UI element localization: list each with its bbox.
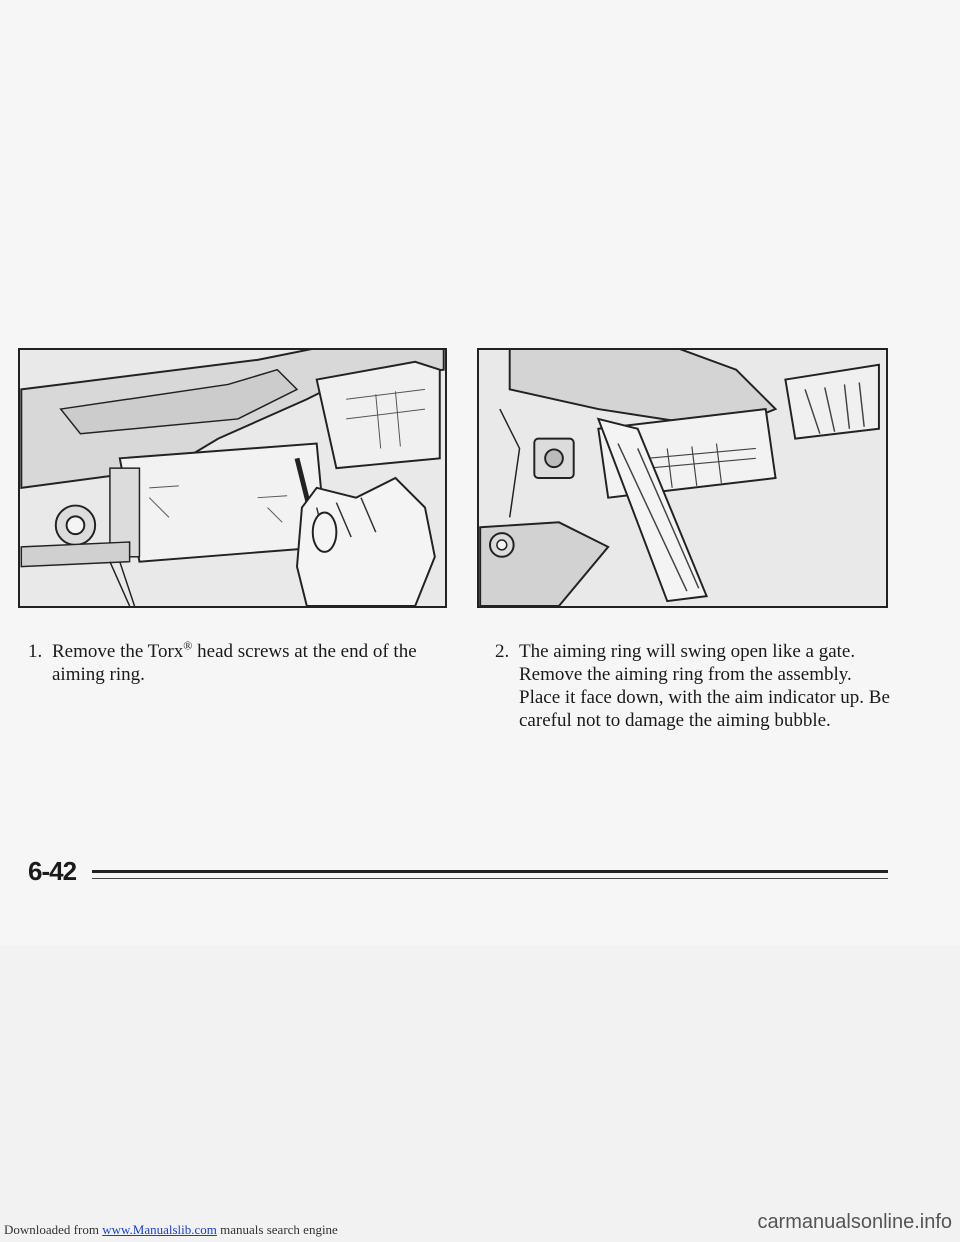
- manualslib-link[interactable]: www.Manualslib.com: [102, 1222, 217, 1237]
- registered-mark: ®: [183, 638, 193, 653]
- download-footer: Downloaded from www.Manualslib.com manuals search engine: [4, 1222, 338, 1237]
- step-number: 2.: [495, 641, 510, 662]
- page-number: 6-42: [28, 856, 77, 886]
- headlamp-screwdriver-illustration-icon: [20, 350, 445, 606]
- illustration-remove-torx-screws: [18, 348, 447, 608]
- illustration-aiming-ring-open: [477, 348, 888, 608]
- page-margin: [0, 945, 960, 1242]
- footer-rule-thin: [92, 878, 888, 879]
- footer-rule: [92, 870, 888, 873]
- step-number: 1.: [28, 641, 43, 662]
- step-text: Remove the Torx® head screws at the end of the aiming ring.: [52, 638, 417, 685]
- step-1: [28, 640, 438, 686]
- watermark-brand: carmanualsonline.info: [757, 1211, 952, 1233]
- step-2: [495, 640, 895, 732]
- step-text: The aiming ring will swing open like a gate. Remove the aiming ring from the assembly. Place it face down, with the aim indicator up. Be careful not to damage the aiming bubble.: [519, 641, 890, 731]
- aiming-ring-illustration-icon: [479, 350, 886, 606]
